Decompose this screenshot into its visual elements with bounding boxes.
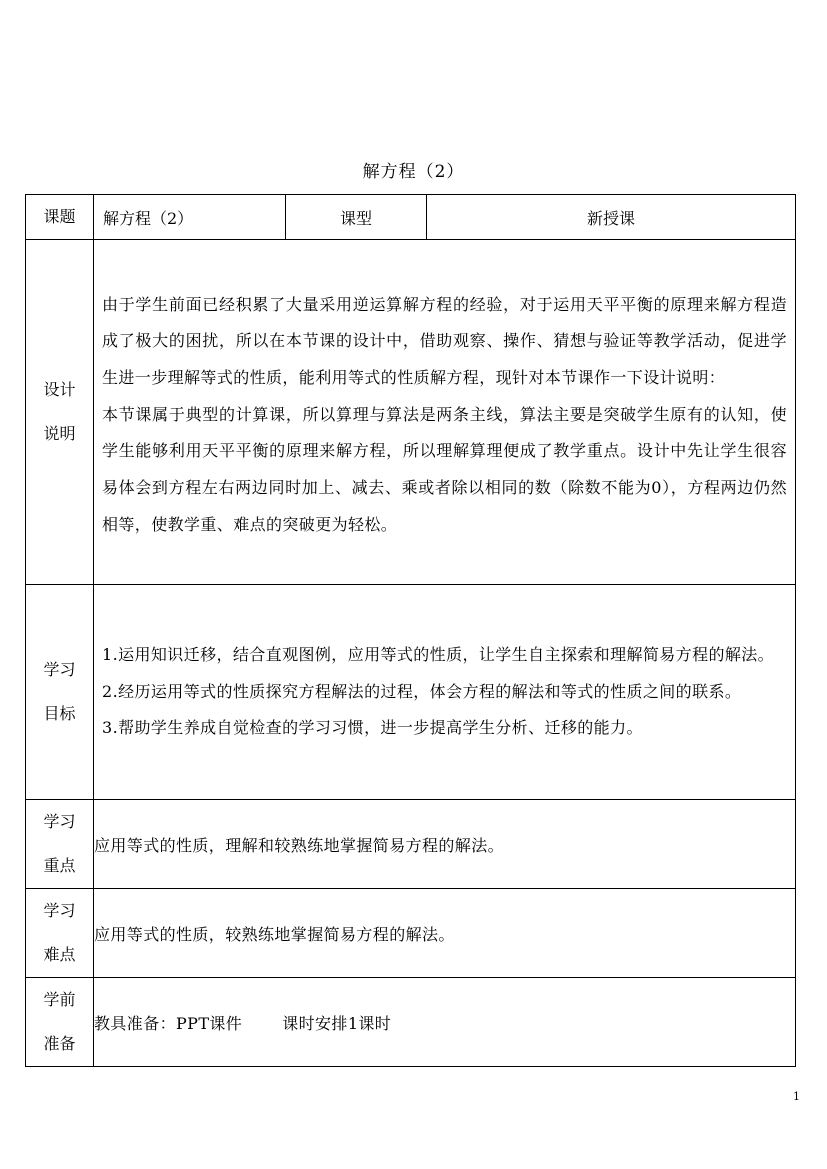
preparation-tools: 教具准备：PPT课件: [94, 1013, 243, 1033]
design-label: [26, 240, 94, 585]
goal-item-2: 2.经历运用等式的性质探究方程解法的过程，体会方程的解法和等式的性质之间的联系。: [102, 681, 742, 701]
preparation-row: [26, 978, 796, 1067]
key-points-label: [26, 800, 94, 889]
key-points-row: [26, 800, 796, 889]
course-label: 课题: [26, 195, 94, 240]
type-label: 课型: [286, 195, 427, 240]
preparation-content: [94, 978, 796, 1067]
preparation-schedule: 课时安排1课时: [282, 1013, 392, 1033]
design-content: [94, 240, 796, 585]
goals-label-line2: 目标: [43, 704, 76, 723]
goal-item-3: 3.帮助学生养成自觉检查的学习习惯，进一步提高学生分析、迁移的能力。: [102, 718, 643, 738]
header-row: [26, 195, 796, 240]
key-points-text: 应用等式的性质，理解和较熟练地掌握简易方程的解法。: [94, 800, 796, 889]
type-value: 新授课: [427, 195, 796, 240]
goals-row: [26, 585, 796, 800]
page-number: 1: [793, 1090, 800, 1103]
design-row: [26, 240, 796, 585]
preparation-label: [26, 978, 94, 1067]
course-value: 解方程（2）: [94, 195, 286, 240]
difficulties-label-line2: 难点: [43, 945, 76, 964]
goals-label: [26, 585, 94, 800]
difficulties-text: 应用等式的性质，较熟练地掌握简易方程的解法。: [94, 889, 796, 978]
design-paragraph-2: 本节课属于典型的计算课，所以算理与算法是两条主线，算法主要是突破学生原有的认知，使学生能够利用天平平衡的原理来解方程，所以理解算理便成了教学重点。设计中先让学生很容易体会到方程左右两边同时加上、减去、乘或者除以相同的数（除数不能为0），方程两边仍然相等，使教学重、难点的突破更为轻松。: [102, 404, 787, 534]
key-points-label-line2: 重点: [43, 856, 76, 875]
key-points-label-line1: 学习: [43, 812, 76, 831]
goals-content: [94, 585, 796, 800]
difficulties-label: [26, 889, 94, 978]
document-title: 解方程（2）: [362, 162, 465, 182]
design-paragraph-1: 由于学生前面已经积累了大量采用逆运算解方程的经验，对于运用天平平衡的原理来解方程造成了极大的困扰，所以在本节课的设计中，借助观察、操作、猜想与验证等教学活动，促进学生进一步理解等式的性质，能利用等式的性质解方程，现针对本节课作一下设计说明：: [102, 294, 787, 387]
difficulties-row: [26, 889, 796, 978]
goal-item-1: 1.运用知识迁移，结合直观图例，应用等式的性质，让学生自主探索和理解简易方程的解法。: [102, 644, 775, 664]
difficulties-label-line1: 学习: [43, 901, 76, 920]
goals-label-line1: 学习: [43, 660, 76, 679]
preparation-label-line2: 准备: [43, 1034, 76, 1053]
lesson-plan-table: [25, 194, 796, 1067]
design-label-line1: 设计: [43, 380, 76, 399]
preparation-label-line1: 学前: [43, 990, 76, 1009]
design-label-line2: 说明: [43, 424, 76, 443]
